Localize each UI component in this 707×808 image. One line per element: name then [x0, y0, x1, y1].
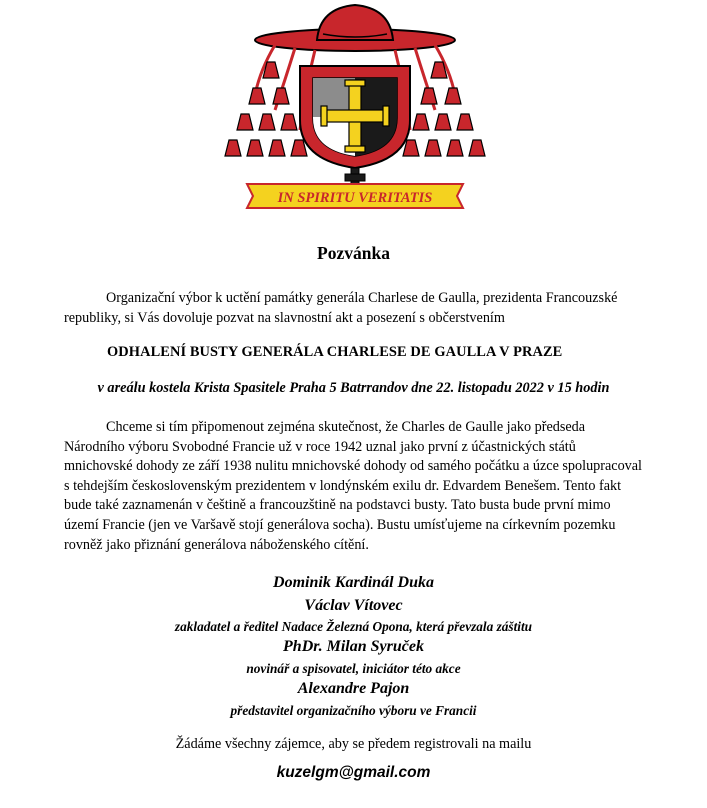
signatory-name: Václav Vítovec [304, 597, 403, 614]
event-headline: ODHALENÍ BUSTY GENERÁLA CHARLESE DE GAULLA V PRAZE [107, 344, 563, 360]
registration-email-link[interactable]: kuzelgm@gmail.com [276, 764, 431, 781]
venue-line: v areálu kostela Krista Spasitele Praha 5 Batrrandov dne 22. listopadu 2022 v 15 hodin [97, 380, 610, 396]
motto-text: IN SPIRITU VERITATIS [277, 190, 433, 206]
page-title: Pozvánka [317, 243, 390, 263]
signatory-name: PhDr. Milan Syruček [283, 638, 424, 655]
signatory-name: Dominik Kardinál Duka [273, 574, 434, 591]
cardinal-coat-of-arms [205, 0, 505, 222]
signatory-role: novinář a spisovatel, iniciátor této akce [246, 661, 461, 676]
signatory-role: představitel organizačního výboru ve Francii [230, 703, 477, 718]
body-paragraph: Chceme si tím připomenout zejména skutečnost, že Charles de Gaulle jako předseda Národního výboru Svobodné Francie už v roce 1942 uznal jako první z účastnických států mnichovské dohody ze září 1938 nulitu mnichovské dohody od samého počátku a úzce spolupracoval s tehdejším československým prezidentem v londýnském exilu dr. Edvardem Benešem. Tento fakt bude také zaznamenán v češtině a francouzštině na podstavci busty. Tato busta bude první mimo území Francie (jen ve Varšavě stojí generálova socha). Bustu umísťujeme na církevním pozemku rovněž jako přiznání generálova náboženského cítění. [64, 419, 642, 553]
registration-request: Žádáme všechny zájemce, aby se předem registrovali na mailu [175, 736, 532, 752]
signatory-name: Alexandre Pajon [297, 680, 410, 697]
signatory-role: zakladatel a ředitel Nadace Železná Opona, která převzala záštitu [174, 619, 533, 634]
intro-paragraph: Organizační výbor k uctění památky generála Charlese de Gaulla, prezidenta Francouzské republiky, si Vás dovoluje pozvat na slavnostní akt a posezení s občerstvením [64, 290, 618, 326]
